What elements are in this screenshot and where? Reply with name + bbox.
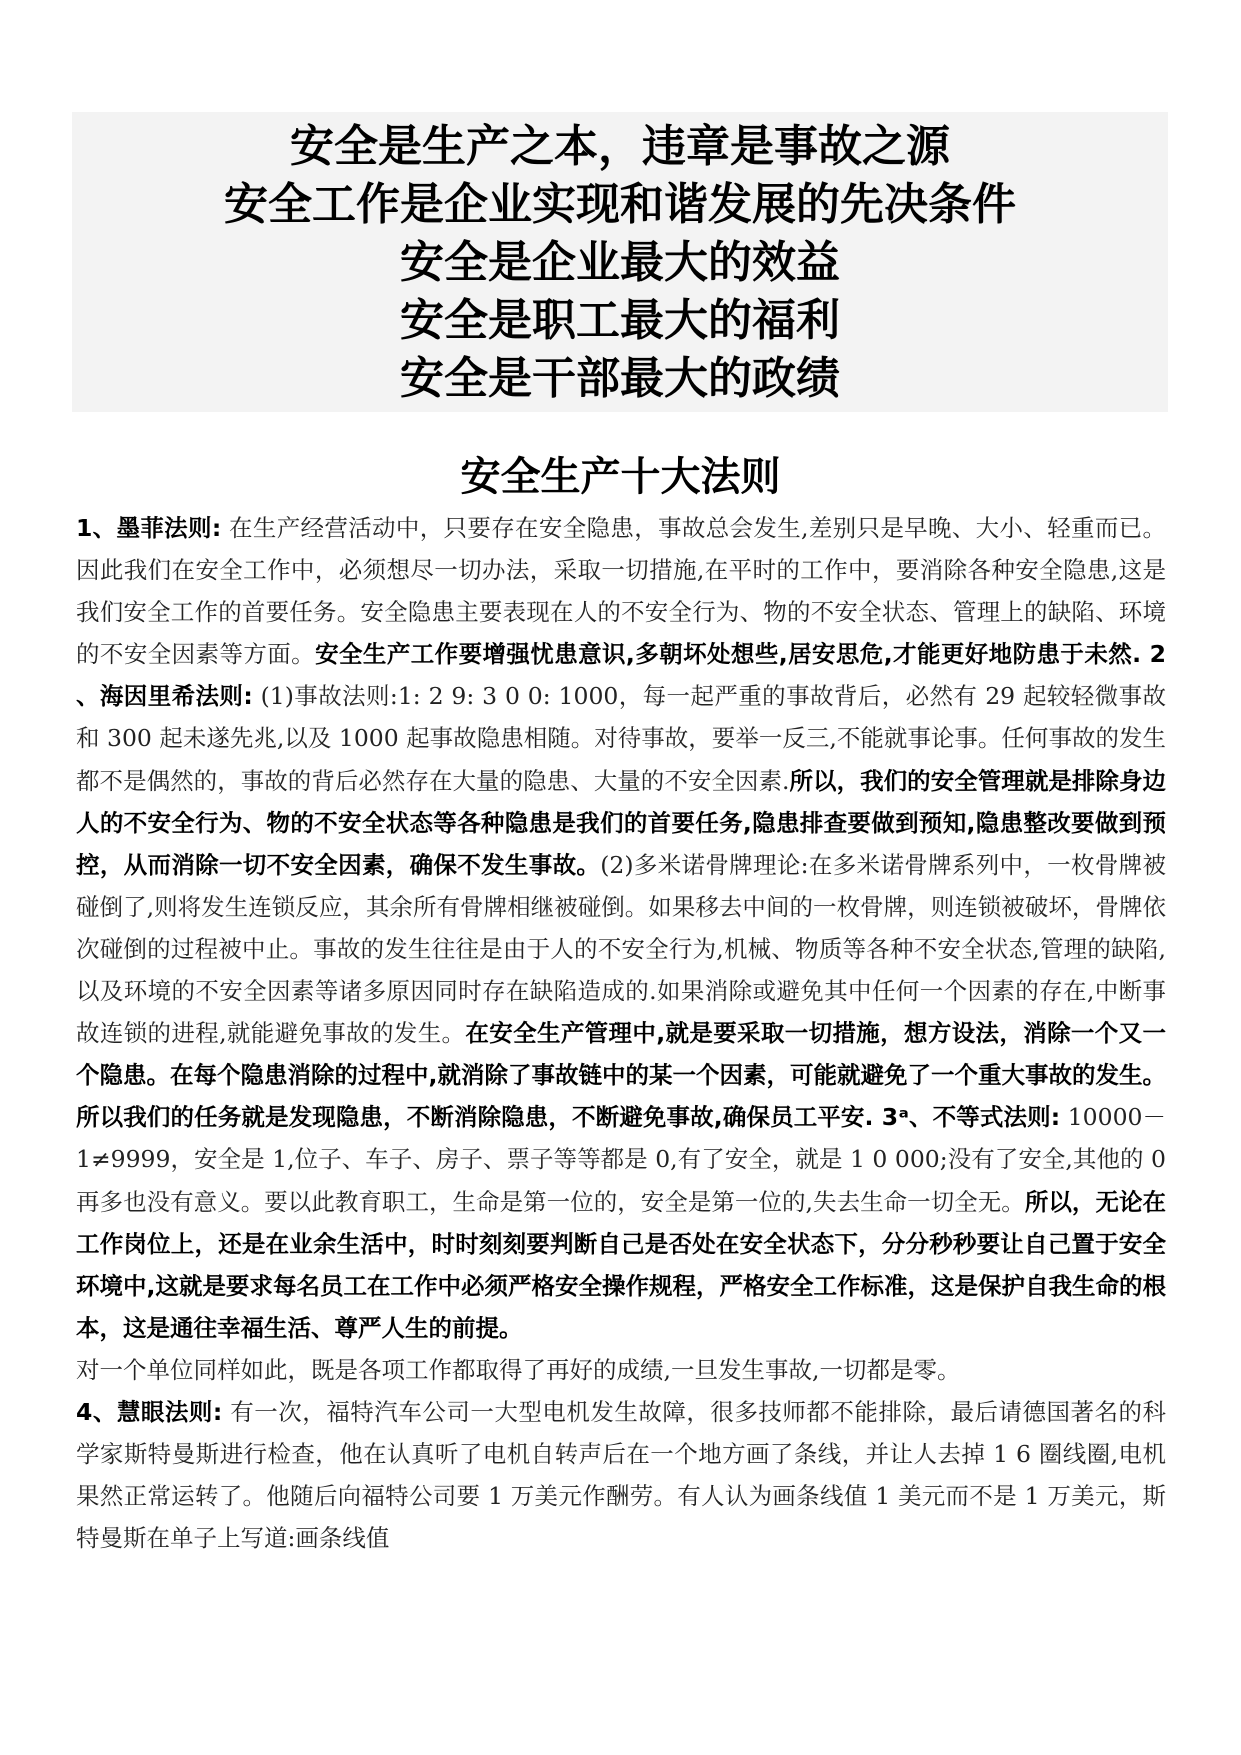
slogan-line: 安全是生产之本，违章是事故之源 bbox=[290, 121, 950, 172]
body-text bbox=[76, 507, 1166, 1559]
rule-text: 对一个单位同样如此，既是各项工作都取得了再好的成绩,一旦发生事故,一切都是零。 bbox=[76, 1355, 961, 1384]
rule-text: 在生产经营活动中，只要存在安全隐患，事故总会发生,差别只是早晚、大小、轻重而已。因此我们在安全工作中，必须想尽一切办法，采取一切措施,在平时的工作中，要消除各种安全隐患,这是我们安全工作的首要任务。安全隐患主要表现在人的不安全行为、物的不安全状态、管理上的缺陷、环境的不安全因素等方面。 bbox=[76, 514, 1166, 669]
rule-emphasis: 在安全生产管理中,就是要采取一切措施，想方设法，消除一个又一个隐患。在每个隐患消除的过程中,就消除了事故链中的某一个因素，可能就避免了一个重大事故的发生。所以我们的任务就是发现隐患，不断消除隐患，不断避免事故,确保员工平安. 3ᵃ、不等式法则: bbox=[76, 1019, 1166, 1132]
slogan-line: 安全是企业最大的效益 bbox=[400, 237, 840, 288]
rule-emphasis: 所以，无论在工作岗位上，还是在业余生活中，时时刻刻要判断自己是否处在安全状态下，分分秒秒要让自己置于安全环境中,这就是要求每名员工在工作中必须严格安全操作规程，严格安全工作标准，这是保护自我生命的根本，这是通往幸福生活、尊严人生的前提。 bbox=[76, 1187, 1167, 1342]
slogan-banner bbox=[72, 112, 1168, 412]
rule-emphasis: 所以，我们的安全管理就是排除身边人的不安全行为、物的不安全状态等各种隐患是我们的首要任务,隐患排查要做到预知,隐患整改要做到预控，从而消除一切不安全因素，确保不发生事故。 bbox=[76, 766, 1166, 879]
slogan-line: 安全工作是企业实现和谐发展的先决条件 bbox=[224, 179, 1016, 230]
section-title: 安全生产十大法则 bbox=[460, 454, 781, 500]
rule-text: 有一次，福特汽车公司一大型电机发生故障，很多技师都不能排除，最后请德国著名的科学家斯特曼斯进行检查，他在认真听了电机自转声后在一个地方画了条线，并让人去掉 1 6 圈线圈,电机果然正常运转了。他随后向福特公司要 1 万美元作酬劳。有人认为画条线值 1 美元而不是 1 万美元，斯特曼斯在单子上写道:画条线值 bbox=[76, 1397, 1167, 1553]
slogan-line: 安全是干部最大的政绩 bbox=[400, 353, 840, 404]
rule-text: 10000－1≠9999，安全是 1,位子、车子、房子、票子等等都是 0,有了安全，就是 1 0 000;没有了安全,其他的 0 再多也没有意义。要以此教育职工，生命是第一位的，安全是第一位的,失去生命一切全无。 bbox=[76, 1103, 1166, 1216]
rule-text: (1)事故法则:1: 2 9: 3 0 0: 1000，每一起严重的事故背后，必然有 29 起较轻微事故和 300 起未遂先兆,以及 1000 起事故隐患相随。对待事故，要举一反三,不能就事论事。任何事故的发生都不是偶然的，事故的背后必然存在大量的隐患、大量的不安全因素. bbox=[76, 682, 1166, 795]
rule-label: 1、墨菲法则: bbox=[76, 514, 222, 542]
rule-emphasis: 安全生产工作要增强忧患意识,多朝坏处想些,居安思危,才能更好地防患于未然. 2 、海因里希法则: bbox=[76, 640, 1167, 711]
slogan-line: 安全是职工最大的福利 bbox=[400, 295, 840, 346]
rule-label: 4、慧眼法则: bbox=[76, 1397, 223, 1426]
rule-text: (2)多米诺骨牌理论:在多米诺骨牌系列中，一枚骨牌被碰倒了,则将发生连锁反应，其余所有骨牌相继被碰倒。如果移去中间的一枚骨牌，则连锁被破坏，骨牌依次碰倒的过程被中止。事故的发生往往是由于人的不安全行为,机械、物质等各种不安全状态,管理的缺陷,以及环境的不安全因素等诸多原因同时存在缺陷造成的.如果消除或避免其中任何一个因素的存在,中断事故连锁的进程,就能避免事故的发生。 bbox=[76, 850, 1166, 1048]
